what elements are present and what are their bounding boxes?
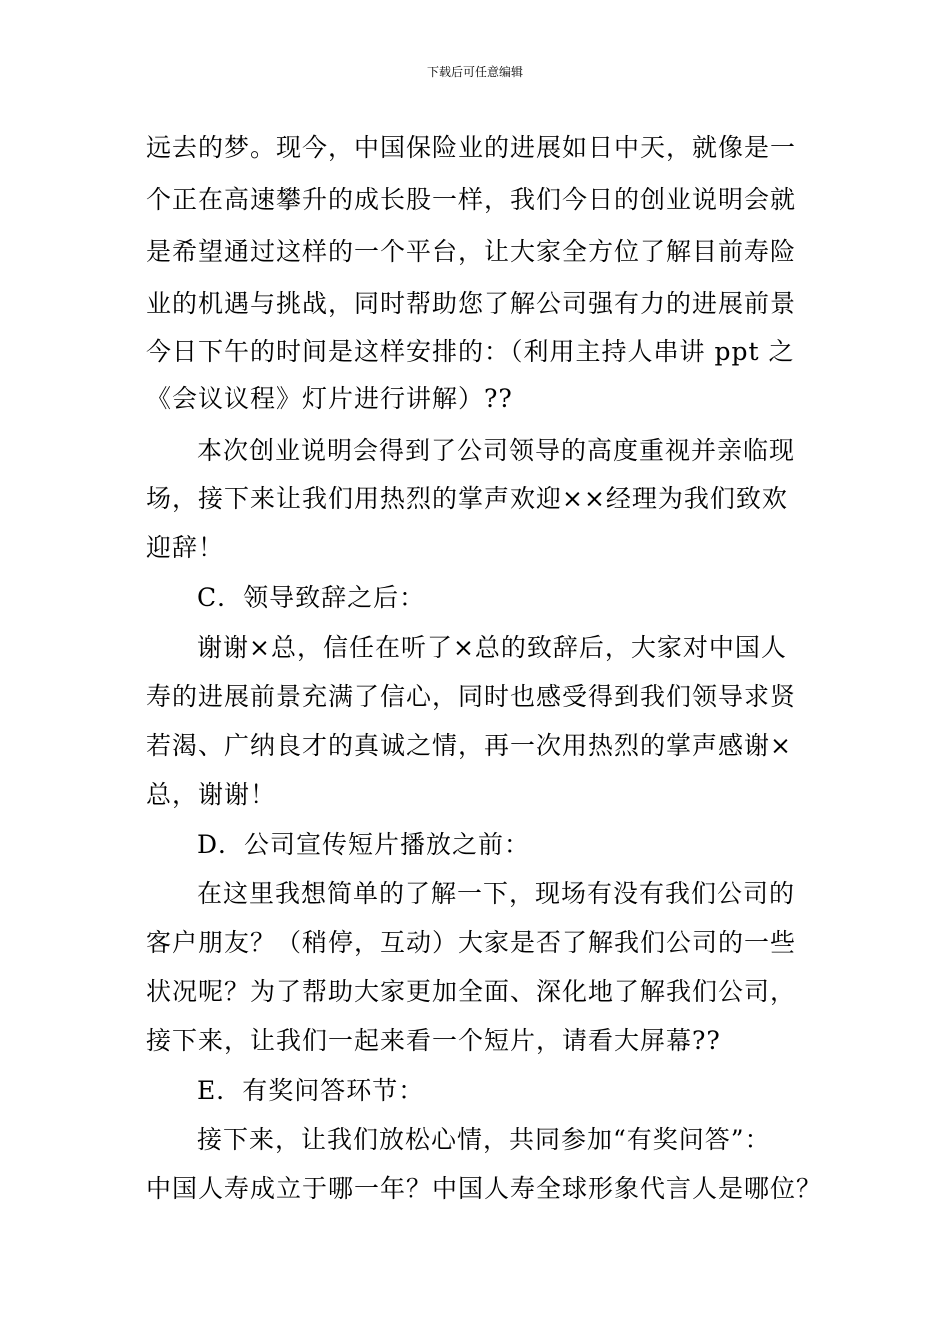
text-line: 今日下午的时间是这样安排的：（利用主持人串讲 ppt 之 [146,337,795,366]
text-line: 远去的梦。现今，中国保险业的进展如日中天，就像是一 [146,133,797,162]
text-line: 个正在高速攀升的成长股一样，我们今日的创业说明会就 [146,185,797,214]
text-line: 是希望通过这样的一个平台，让大家全方位了解目前寿险 [146,237,797,266]
text-line: 状况呢？为了帮助大家更加全面、深化地了解我们公司， [146,977,797,1006]
section-heading-d: D．公司宣传短片播放之前： [197,830,531,859]
page-header: 下载后可任意编辑 [426,65,523,79]
section-heading-c: C．领导致辞之后： [197,583,426,612]
text-line: 寿的进展前景充满了信心，同时也感受得到我们领导求贤 [146,682,797,711]
text-line: 《会议议程》灯片进行讲解）?? [146,384,513,413]
text-line: 若渴、广纳良才的真诚之情，再一次用热烈的掌声感谢× [146,731,792,760]
text-line: 客户朋友？（稍停，互动）大家是否了解我们公司的一些 [146,928,797,957]
paragraph-first-line: 接下来，让我们放松心情，共同参加“有奖问答”： [197,1125,771,1154]
text-line: 接下来，让我们一起来看一个短片，请看大屏幕?? [146,1026,721,1055]
paragraph-first-line: 在这里我想简单的了解一下，现场有没有我们公司的 [197,879,796,908]
paragraph-first-line: 谢谢×总，信任在听了×总的致辞后，大家对中国人 [197,633,787,662]
text-line: 中国人寿成立于哪一年？中国人寿全球形象代言人是哪位？ [146,1174,823,1203]
paragraph-first-line: 本次创业说明会得到了公司领导的高度重视并亲临现 [197,436,796,465]
text-line: 业的机遇与挑战，同时帮助您了解公司强有力的进展前景 [146,289,797,318]
text-line: 场，接下来让我们用热烈的掌声欢迎××经理为我们致欢 [146,484,788,513]
text-line: 迎辞！ [146,533,225,562]
text-line: 总，谢谢！ [146,780,277,809]
section-heading-e: E．有奖问答环节： [197,1076,425,1105]
